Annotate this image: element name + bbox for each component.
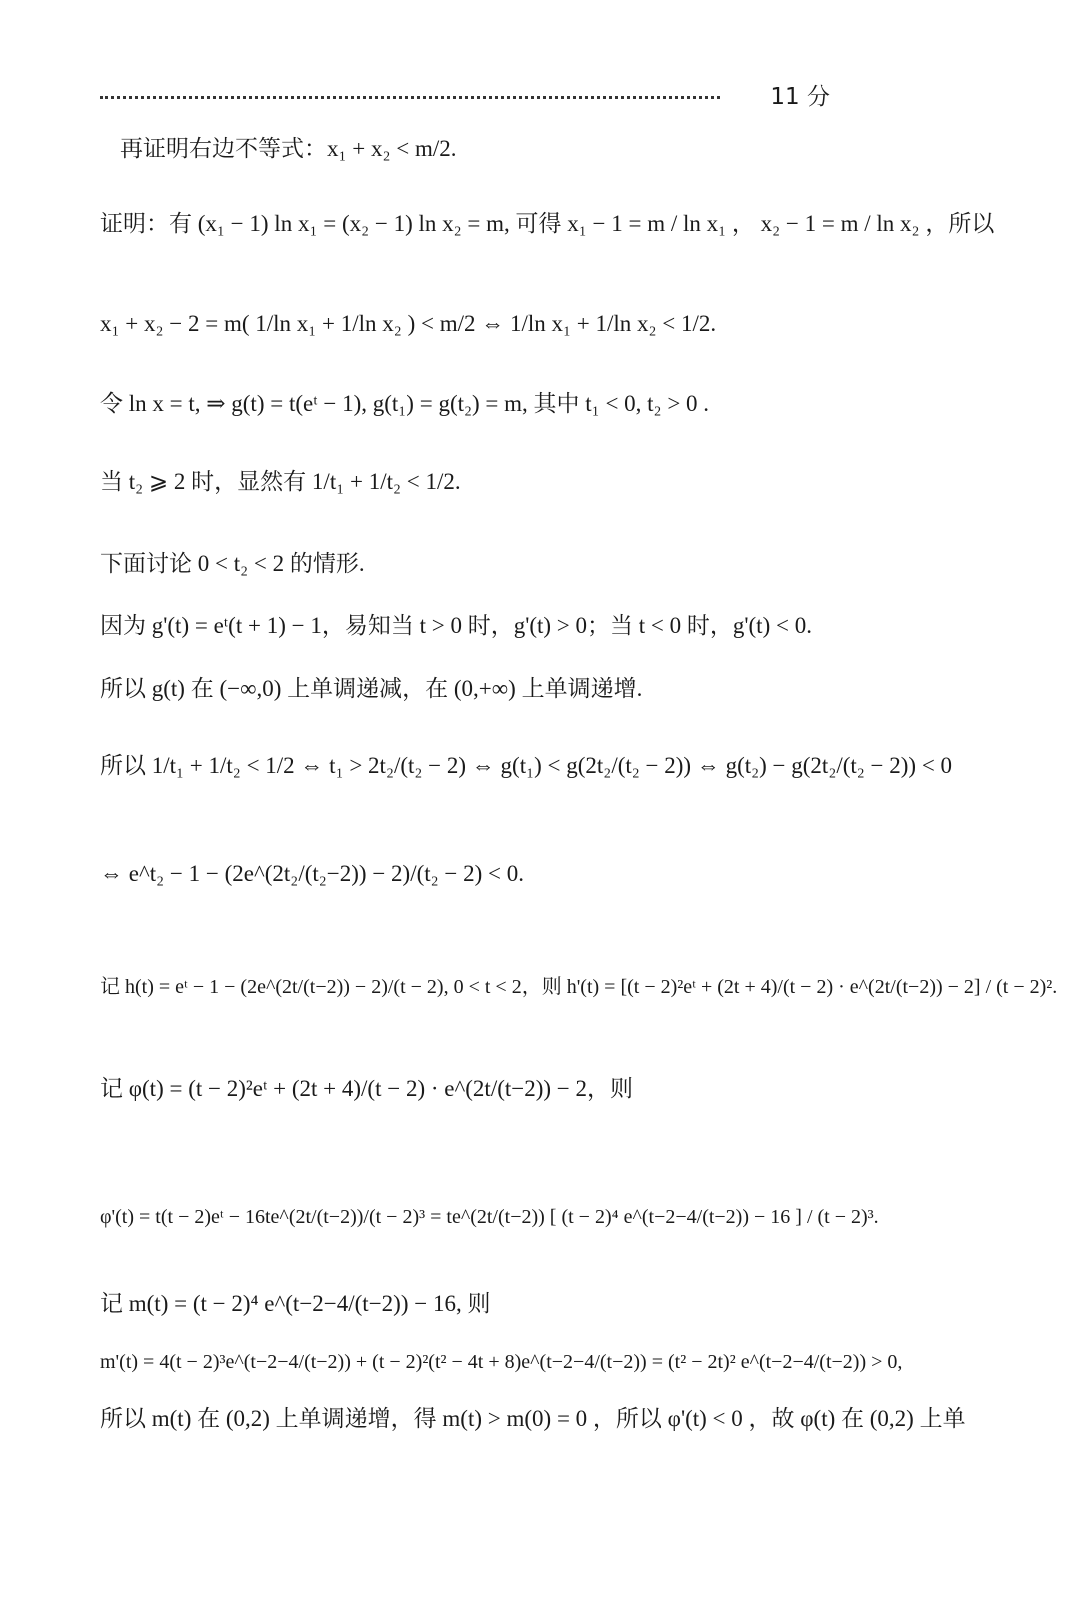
dotted-leader [100, 96, 720, 99]
math-line-5: 当 t₂ ⩾ 2 时，显然有 1/t₁ + 1/t₂ < 1/2. [100, 469, 461, 494]
math-line-15: m'(t) = 4(t − 2)³e^(t−2−4/(t−2)) + (t − 2)²(t² − 4t + 8)e^(t−2−4/(t−2)) = (t² − 2t)² e^(t−2−4/(t−2)) > 0, [100, 1351, 903, 1373]
math-line-9: 所以 1/t₁ + 1/t₂ < 1/2 ⇔ t₁ > 2t₂/(t₂ − 2) ⇔ g(t₁) < g(2t₂/(t₂ − 2)) ⇔ g(t₂) − g(2t₂/(t₂ − 2)) < 0 [100, 753, 953, 778]
math-line-16: 所以 m(t) 在 (0,2) 上单调递增，得 m(t) > m(0) = 0 ，所以 φ'(t) < 0 ，故 φ(t) 在 (0,2) 上单 [100, 1406, 966, 1431]
math-line-7: 因为 g'(t) = eᵗ(t + 1) − 1，易知当 t > 0 时，g'(t) > 0；当 t < 0 时，g'(t) < 0. [100, 613, 812, 638]
score-label: 11 分 [770, 84, 830, 110]
math-line-14: 记 m(t) = (t − 2)⁴ e^(t−2−4/(t−2)) − 16, 则 [100, 1291, 491, 1316]
math-line-4: 令 ln x = t, ⇒ g(t) = t(eᵗ − 1), g(t₁) = g(t₂) = m, 其中 t₁ < 0, t₂ > 0 . [100, 391, 710, 416]
math-line-12: 记 φ(t) = (t − 2)²eᵗ + (2t + 4)/(t − 2) · e^(2t/(t−2)) − 2，则 [100, 1076, 634, 1101]
math-line-1: 再证明右边不等式：x₁ + x₂ < m/2. [120, 136, 457, 161]
math-line-10: ⇔ e^t₂ − 1 − (2e^(2t₂/(t₂−2)) − 2)/(t₂ − 2) < 0. [100, 861, 525, 886]
math-line-13: φ'(t) = t(t − 2)eᵗ − 16te^(2t/(t−2))/(t − 2)³ = te^(2t/(t−2)) [ (t − 2)⁴ e^(t−2−4/(t−2)) − 16 ] / (t − 2)³. [100, 1206, 879, 1228]
math-line-6: 下面讨论 0 < t₂ < 2 的情形. [100, 551, 365, 576]
math-line-3: x₁ + x₂ − 2 = m( 1/ln x₁ + 1/ln x₂ ) < m/2 ⇔ 1/ln x₁ + 1/ln x₂ < 1/2. [100, 311, 717, 336]
math-line-11: 记 h(t) = eᵗ − 1 − (2e^(2t/(t−2)) − 2)/(t − 2), 0 < t < 2，则 h'(t) = [(t − 2)²eᵗ + (2t + 4)/(t − 2) · e^(2t/(t−2)) − 2] / (t − 2)². [100, 976, 1058, 998]
score-dotted-line [100, 78, 830, 110]
math-line-2: 证明：有 (x₁ − 1) ln x₁ = (x₂ − 1) ln x₂ = m, 可得 x₁ − 1 = m / ln x₁ ， x₂ − 1 = m / ln x₂ ，所以 [100, 211, 995, 236]
math-line-8: 所以 g(t) 在 (−∞,0) 上单调递减，在 (0,+∞) 上单调递增. [100, 676, 643, 701]
